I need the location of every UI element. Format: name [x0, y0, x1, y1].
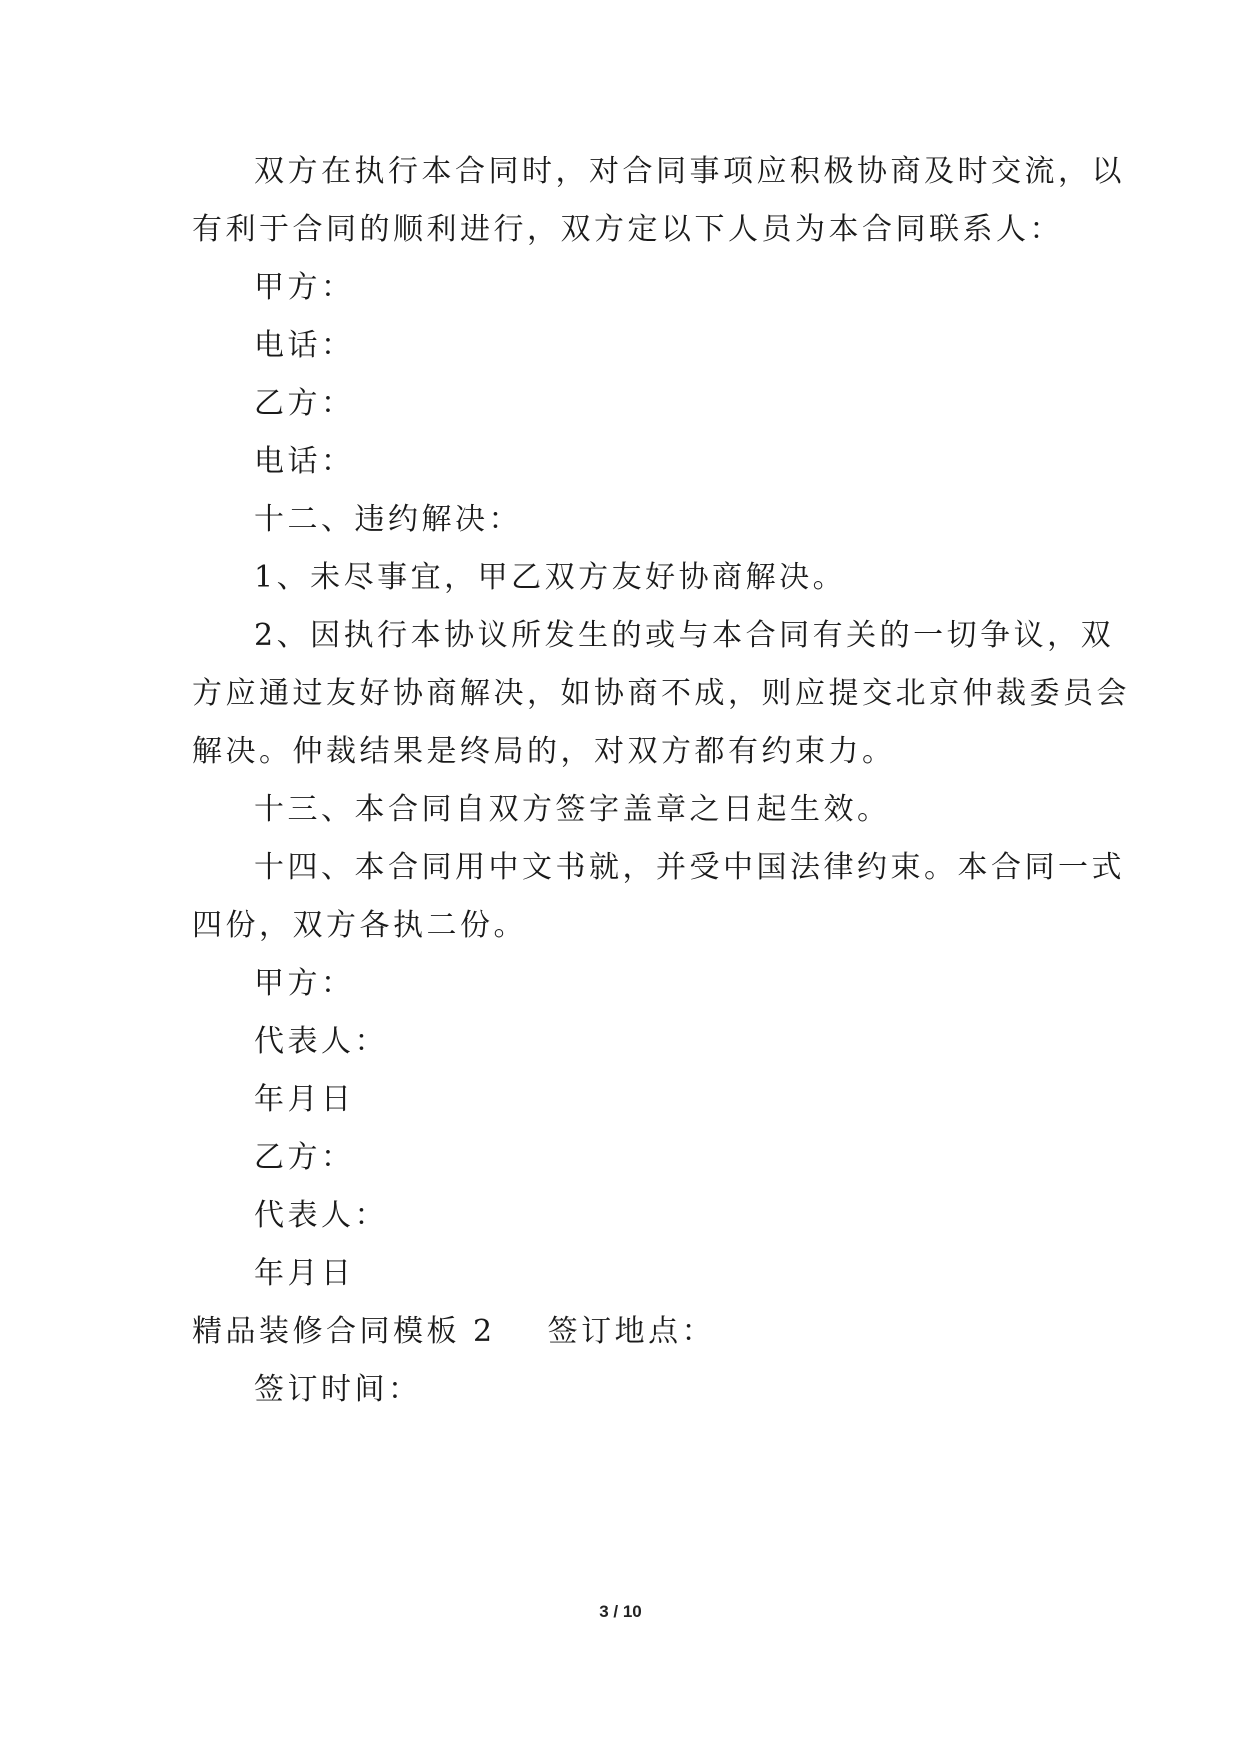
page-number: 3 / 10: [599, 1602, 642, 1621]
section-heading: 十二、违约解决：: [254, 502, 522, 537]
paragraph-line: 四份，双方各执二份。: [192, 908, 527, 943]
signing-time-label: 签订时间：: [254, 1372, 422, 1407]
party-b-label: 乙方：: [254, 386, 355, 421]
clause-item: 十三、本合同自双方签字盖章之日起生效。: [254, 792, 891, 827]
clause-item: 1、未尽事宜，甲乙双方友好协商解决。: [254, 560, 847, 595]
paragraph-line: 解决。仲裁结果是终局的，对双方都有约束力。: [192, 734, 896, 769]
paragraph-line: 有利于合同的顺利进行，双方定以下人员为本合同联系人：: [192, 212, 1063, 247]
date-label: 年月日: [254, 1082, 355, 1117]
paragraph-line: 2、因执行本协议所发生的或与本合同有关的一切争议，双: [254, 618, 1115, 653]
phone-label: 电话：: [254, 444, 355, 479]
representative-label: 代表人：: [254, 1198, 388, 1233]
party-b-signature-label: 乙方：: [254, 1140, 355, 1175]
phone-label: 电话：: [254, 328, 355, 363]
date-label: 年月日: [254, 1256, 355, 1291]
party-a-label: 甲方：: [254, 270, 355, 305]
party-a-signature-label: 甲方：: [254, 966, 355, 1001]
template-heading: [192, 1312, 1062, 1352]
signing-place-label: 签订地点：: [547, 1314, 716, 1349]
paragraph-line: 十四、本合同用中文书就，并受中国法律约束。本合同一式: [254, 850, 1125, 885]
paragraph-line: 双方在执行本合同时，对合同事项应积极协商及时交流，以: [254, 154, 1125, 189]
template-title: 精品装修合同模板 2: [192, 1314, 496, 1349]
paragraph-line: 方应通过友好协商解决，如协商不成，则应提交北京仲裁委员会: [192, 676, 1130, 711]
representative-label: 代表人：: [254, 1024, 388, 1059]
